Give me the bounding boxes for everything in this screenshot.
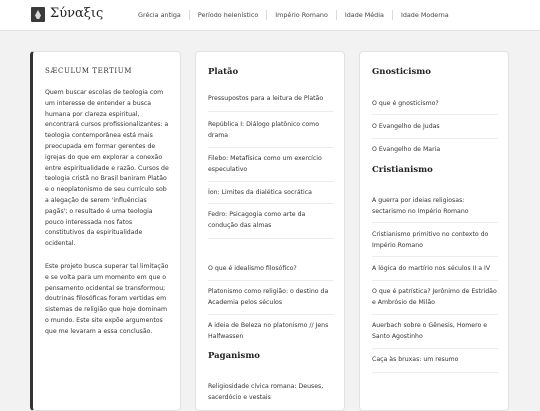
article-link[interactable]: O Evangelho de Maria — [372, 146, 441, 153]
divider — [372, 314, 498, 315]
article-link[interactable]: O Evangelho de Judas — [372, 123, 440, 130]
nav-item-imperio-romano[interactable]: Império Romano — [266, 10, 336, 20]
helmet-icon[interactable] — [31, 7, 45, 22]
section-title-gnosticismo: Gnosticismo — [372, 67, 431, 77]
divider — [372, 138, 498, 139]
site-title[interactable]: Σύναξις — [50, 6, 104, 21]
divider — [372, 348, 498, 349]
article-link[interactable]: Íon: Limites da dialética socrática — [208, 189, 312, 196]
about-card — [30, 51, 181, 411]
divider — [372, 256, 498, 257]
article-link[interactable]: Auerbach sobre o Gênesis, Homero e Santo Agostinho — [372, 322, 488, 340]
article-link[interactable]: Platonismo como religião: o destino da Academia pelos séculos — [208, 288, 329, 306]
article-link[interactable]: A ideia de Beleza no platonismo // Jens Halfwassen — [208, 322, 329, 340]
gnosticismo-card — [359, 51, 509, 411]
main-nav — [130, 0, 457, 30]
article-link[interactable]: Fedro: Psicagogia como arte da condução das almas — [208, 211, 306, 229]
divider — [372, 280, 498, 281]
article-link[interactable]: Religiosidade cívica romana: Deuses, sacerdócio e vestais — [208, 383, 324, 401]
nav-item-idade-moderna[interactable]: Idade Moderna — [392, 10, 457, 20]
section-title-cristianismo: Cristianismo — [372, 165, 433, 175]
site-header — [0, 0, 540, 31]
divider — [208, 314, 334, 315]
article-link[interactable]: República I: Diálogo platônico como drama — [208, 121, 319, 139]
article-link[interactable]: Filebo: Metafísica como um exercício especulativo — [208, 155, 322, 173]
article-link[interactable]: O que é patrística? Jerônimo de Estridão e Ambrósio de Milão — [372, 288, 497, 306]
section-title-platao: Platão — [208, 67, 239, 77]
article-link[interactable]: O que é gnosticismo? — [372, 100, 439, 107]
platao-card — [195, 51, 345, 411]
article-link[interactable]: Pressupostos para a leitura de Platão — [208, 95, 324, 102]
divider — [208, 238, 334, 239]
nav-item-periodo-helenistico[interactable]: Período helenístico — [189, 10, 266, 20]
divider — [208, 203, 334, 204]
nav-item-idade-media[interactable]: Idade Média — [336, 10, 392, 20]
divider — [208, 147, 334, 148]
about-paragraph: Quem buscar escolas de teologia com um interesse de entender a busca humana por clareza espiritual, encontrará cursos profissionalizantes: a teologia contemporânea está mais preocupada em formar gerentes de igrejas do que em explorar a conexão entre espiritualidade e razão. Cursos de teologia cristã no Brasil baniram Platão e o neoplatonismo de seu currículo sob a alegação de serem 'influências pagãs'; o resultado é uma teologia pouco interessada nos fatos constitutivos da espiritualidade ocidental. — [45, 89, 169, 248]
divider — [208, 280, 334, 281]
divider — [372, 114, 498, 115]
divider — [208, 111, 334, 112]
article-link[interactable]: A guerra por ideias religiosas: sectarismo no Império Romano — [372, 197, 469, 215]
divider — [372, 372, 498, 373]
article-link[interactable]: Cristianismo primitivo no contexto do Império Romano — [372, 231, 489, 249]
about-paragraph: Este projeto busca superar tal limitação e se volta para um momento em que o pensamento ocidental se transformou; doutrinas filosóficas foram vertidas em sistemas de religião que hoje dominam o mundo. Este site expõe argumentos que me levaram a essa conclusão. — [45, 263, 169, 335]
article-link[interactable]: O que é idealismo filosófico? — [208, 265, 297, 272]
article-link[interactable]: Caça às bruxas: um resumo — [372, 356, 459, 363]
about-title: SÆCULUM TERTIUM — [45, 67, 133, 75]
section-title-paganismo: Paganismo — [208, 351, 260, 361]
article-link[interactable]: A lógica do martírio nos séculos II a IV — [372, 265, 491, 272]
divider — [372, 222, 498, 223]
nav-item-grecia-antiga[interactable]: Grécia antiga — [138, 11, 181, 19]
divider — [208, 181, 334, 182]
